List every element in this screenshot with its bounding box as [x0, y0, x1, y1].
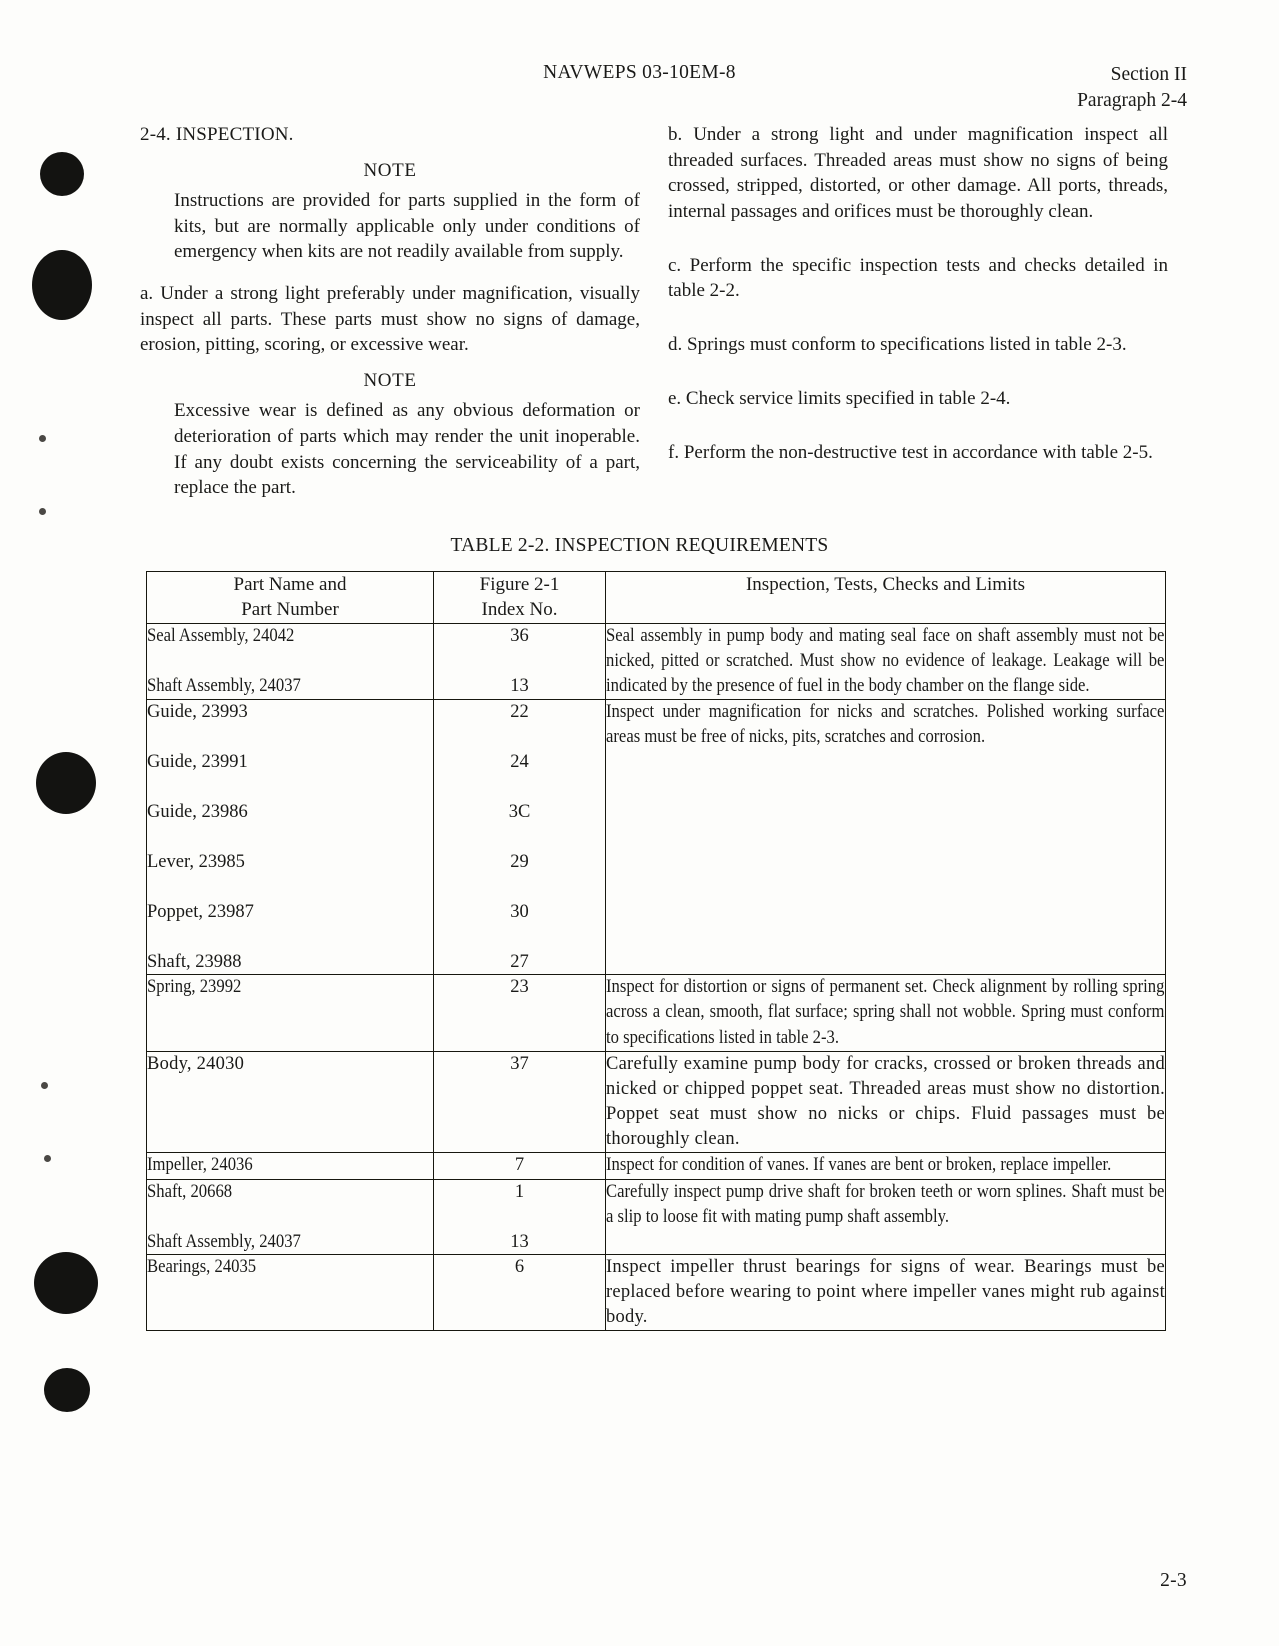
row-description-cell — [606, 700, 1166, 975]
scan-speck — [44, 1155, 51, 1162]
description-text: Inspect impeller thrust bearings for signs of wear. Bearings must be replaced before wearing to point where impeller vanes might rub against body. — [606, 1256, 1165, 1327]
part-entry: Guide, 23986 — [147, 802, 248, 823]
part-entry: Shaft, 20668 — [147, 1181, 233, 1202]
row-description-cell — [606, 1153, 1166, 1179]
row-description-cell — [606, 1051, 1166, 1153]
index-entry: 37 — [510, 1053, 529, 1074]
right-text-column — [668, 122, 1168, 466]
index-entry: 24 — [510, 752, 529, 773]
part-entry: Shaft, 23988 — [147, 952, 242, 973]
paragraph-f: f. Perform the non-destructive test in accordance with table 2-5. — [668, 442, 1153, 464]
scan-speck — [39, 508, 46, 515]
row-index-cell — [434, 623, 606, 699]
row-description-cell — [606, 1179, 1166, 1254]
part-entry: Body, 24030 — [147, 1053, 245, 1074]
row-index-cell — [434, 1051, 606, 1153]
description-text: Inspect for distortion or signs of permanent set. Check alignment by rolling spring across a clean, smooth, flat surface; spring shall not wobble. Spring must conform to specifications listed in table 2-3. — [606, 977, 1165, 1048]
part-entry: Guide, 23991 — [147, 752, 248, 773]
scan-speck — [39, 435, 46, 442]
part-entry: Seal Assembly, 24042 — [147, 625, 295, 646]
scan-speck — [41, 1082, 48, 1089]
header-part-line1: Part Name and — [233, 574, 347, 595]
header-inspection-label: Inspection, Tests, Checks and Limits — [745, 574, 1026, 595]
table-caption: TABLE 2-2. INSPECTION REQUIREMENTS — [450, 535, 829, 556]
paragraph-label: Paragraph 2-4 — [1077, 90, 1187, 112]
paragraph-b: b. Under a strong light and under magnification inspect all threaded surfaces. Threaded areas must show no signs of being crossed, stripped, distorted, or other damage. All ports, threads, internal passages and orifices must be thoroughly clean. — [668, 124, 1168, 222]
note-body-1: Instructions are provided for parts supplied in the form of kits, but are normally applicable only under conditions of emergency when kits are not readily available from supply. — [174, 190, 640, 263]
row-part-cell — [147, 1179, 434, 1254]
scan-punch-hole — [44, 1368, 90, 1412]
row-description-cell — [606, 1254, 1166, 1330]
running-head-section — [1077, 62, 1187, 115]
index-entry: 1 — [514, 1181, 525, 1202]
header-index-line1: Figure 2-1 — [479, 574, 560, 595]
row-index-cell — [434, 975, 606, 1051]
index-entry: 23 — [510, 977, 529, 998]
part-entry: Spring, 23992 — [147, 977, 242, 998]
table-row — [147, 623, 1166, 699]
description-text: Inspect under magnification for nicks and scratches. Polished working surface areas must be free of nicks, pits, scratches and corrosion. — [606, 702, 1165, 748]
part-entry: Bearings, 24035 — [147, 1256, 257, 1277]
index-entry: 13 — [510, 1231, 529, 1252]
row-part-cell — [147, 975, 434, 1051]
section-heading: 2-4. INSPECTION. — [140, 124, 294, 145]
note-label-1: NOTE — [363, 159, 417, 181]
running-head-title: NAVWEPS 03-10EM-8 — [543, 62, 736, 83]
description-text: Carefully inspect pump drive shaft for broken teeth or worn splines. Shaft must be a slip to loose fit with mating pump shaft assembly. — [606, 1181, 1165, 1227]
header-cell-index — [434, 572, 606, 624]
index-entry: 36 — [510, 625, 529, 646]
row-index-cell — [434, 1153, 606, 1179]
index-entry: 22 — [510, 702, 529, 722]
paragraph-d: d. Springs must conform to specifications listed in table 2-3. — [668, 334, 1127, 356]
description-text: Inspect for condition of vanes. If vanes are bent or broken, replace impeller. — [606, 1155, 1112, 1176]
table-row — [147, 1153, 1166, 1179]
part-entry: Lever, 23985 — [147, 852, 245, 873]
paragraph-c: c. Perform the specific inspection tests and checks detailed in table 2-2. — [668, 254, 1168, 302]
row-description-cell — [606, 623, 1166, 699]
table-row — [147, 975, 1166, 1051]
row-index-cell — [434, 700, 606, 975]
part-entry: Poppet, 23987 — [147, 902, 254, 923]
row-part-cell — [147, 623, 434, 699]
section-label: Section II — [1110, 64, 1187, 85]
part-entry: Shaft Assembly, 24037 — [147, 1231, 301, 1252]
index-entry: 13 — [510, 675, 529, 696]
inspection-requirements-table — [146, 571, 1166, 1331]
part-entry: Impeller, 24036 — [147, 1155, 253, 1176]
header-part-line2: Part Number — [241, 599, 339, 621]
row-part-cell — [147, 1051, 434, 1153]
header-cell-inspection — [606, 572, 1166, 624]
table-header-row — [147, 572, 1166, 624]
table-row — [147, 700, 1166, 975]
scan-punch-hole — [36, 752, 96, 814]
header-cell-part — [147, 572, 434, 624]
row-part-cell — [147, 1254, 434, 1330]
index-entry: 30 — [510, 902, 529, 923]
index-entry: 3C — [508, 802, 531, 823]
scan-punch-hole — [32, 250, 92, 320]
row-index-cell — [434, 1254, 606, 1330]
note-label-2: NOTE — [363, 370, 417, 392]
part-entry: Shaft Assembly, 24037 — [147, 675, 301, 696]
paragraph-e: e. Check service limits specified in table 2-4. — [668, 388, 1011, 410]
note-body-2: Excessive wear is defined as any obvious deformation or deterioration of parts which may render the unit inoperable. If any doubt exists concerning the serviceability of a part, replace the part. — [174, 400, 640, 499]
row-part-cell — [147, 700, 434, 975]
description-text: Seal assembly in pump body and mating seal face on shaft assembly must not be nicked, pitted or scratched. Must show no evidence of leakage. Leakage will be indicated by the presence of fuel in the body chamber on the flange side. — [606, 625, 1165, 696]
table-row — [147, 1051, 1166, 1153]
index-entry: 27 — [510, 952, 529, 973]
scan-punch-hole — [34, 1252, 98, 1314]
header-index-line2: Index No. — [481, 599, 558, 621]
description-text: Carefully examine pump body for cracks, crossed or broken threads and nicked or chipped poppet seat. Threaded areas must show no distortion. Poppet seat must show no nicks or chips. Fluid passages must be thoroughly clean. — [606, 1053, 1165, 1150]
row-index-cell — [434, 1179, 606, 1254]
left-text-column — [140, 122, 640, 501]
paragraph-a: a. Under a strong light preferably under magnification, visually inspect all parts. These parts must show no signs of damage, erosion, pitting, scoring, or excessive wear. — [140, 283, 640, 356]
index-entry: 29 — [510, 852, 529, 873]
page-number: 2-3 — [1160, 1570, 1187, 1591]
index-entry: 7 — [514, 1155, 525, 1176]
part-entry: Guide, 23993 — [147, 702, 248, 722]
table-row — [147, 1254, 1166, 1330]
scan-punch-hole — [40, 152, 84, 196]
row-description-cell — [606, 975, 1166, 1051]
index-entry: 6 — [514, 1256, 525, 1277]
table-row — [147, 1179, 1166, 1254]
row-part-cell — [147, 1153, 434, 1179]
